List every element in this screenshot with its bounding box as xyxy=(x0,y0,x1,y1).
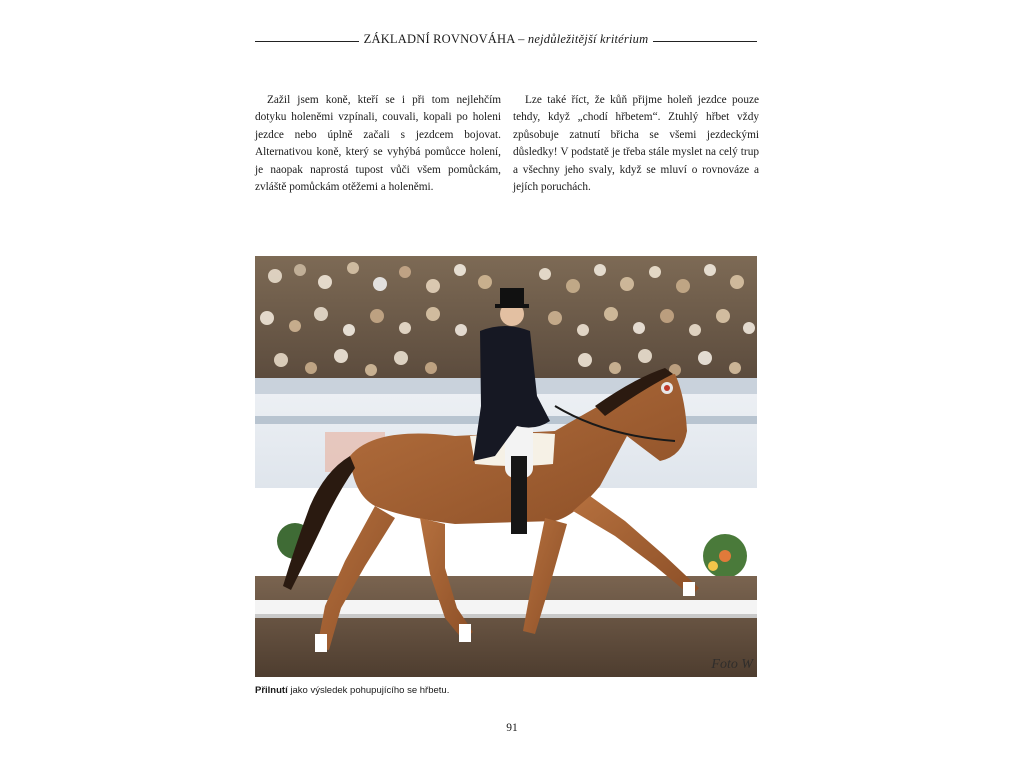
caption-text: jako výsledek pohupujícího se hřbetu. xyxy=(287,685,450,696)
photo-watermark: Foto W xyxy=(711,657,753,672)
running-header xyxy=(255,32,757,50)
header-title-subtitle: nejdůležitější kritérium xyxy=(527,32,649,46)
caption-bold: Přilnutí xyxy=(255,685,288,696)
header-title-separator: – xyxy=(514,32,528,46)
header-title-main: ZÁKLADNÍ ROVNOVÁHA xyxy=(363,32,515,46)
photo-caption xyxy=(255,685,449,696)
dressage-photo xyxy=(255,256,757,677)
dressage-photo-illustration xyxy=(255,256,757,677)
text-column-left xyxy=(255,92,501,196)
paragraph-left: Zažil jsem koně, kteří se i při tom nejlehčím dotyku holeněmi vzpínali, couvali, kopali po holeni jezdce nebo úplně začali s jezdcem bojovat. Alternativou koně, který se vyhýbá pomůcce holení, je naopak naprostá tupost vůči všem pomůckám, zvláště pomůckám otěžemi a holeněmi. xyxy=(255,94,501,194)
header-title xyxy=(255,32,757,47)
text-column-right xyxy=(513,92,759,196)
paragraph-right: Lze také říct, že kůň přijme holeň jezdce pouze tehdy, když „chodí hřbetem“. Ztuhlý hřbet vždy způsobuje zatnutí břicha se všemi jezdeckými důsledky! V podstatě je třeba stále myslet na celý trup a všechny jeho svaly, když se mluví o rovnováze a jejích poruchách. xyxy=(513,94,759,194)
page-number: 91 xyxy=(506,722,518,734)
header-rule-right xyxy=(653,41,757,42)
